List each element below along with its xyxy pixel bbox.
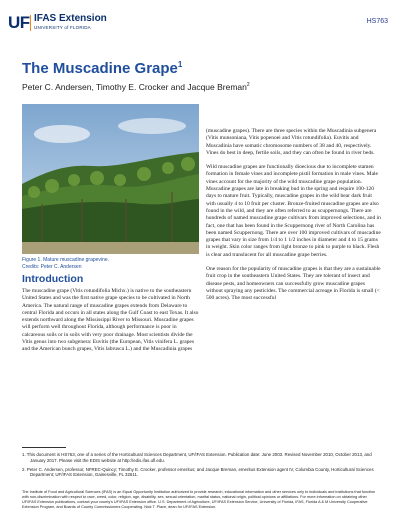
logo-ifas-extension: IFAS Extension: [34, 13, 107, 24]
logo-uf-letters: UF: [8, 13, 30, 32]
right-paragraph-3: One reason for the popularity of muscadine grapes is that they are a sustainable fruit crop in the southeastern United States. They are tolerant of insect and disease pests, and homeowners can successfully grow muscadine grapes without spraying any pesticides. The commercial acreage in Florida is small (< 500 acres). The most successful: [206, 266, 381, 302]
footnotes: [22, 452, 382, 481]
ifas-disclaimer: The Institute of Food and Agricultural Sciences (IFAS) is an Equal Opportunity Institution authorized to provide research, educational information and other services only to individuals and institutions that function with non-discrimination with respect to race, creed, color, religion, age, disability, sex, sexual orientation, marital status, national origin, political opinions or affiliations. For more information on obtaining other UF/IFAS Extension publications, contact your county's UF/IFAS Extension office. U.S. Department of Agriculture, UF/IFAS Extension Service, University of Florida, IFAS, Florida A & M University Cooperative Extension Program, and Boards of County Commissioners Cooperating. Nick T. Place, dean for UF/IFAS Extension.: [22, 490, 376, 509]
page-title: [22, 60, 182, 77]
title-footnote-mark: 1: [177, 60, 183, 69]
figure-caption-title: Figure 1. Mature muscadine grapevine.: [22, 257, 109, 263]
right-paragraph-2: Wild muscadine grapes are functionally dioecious due to incomplete stamen formation in female vines and incomplete pistil formation in male vines. Male vines account for the majority of the wild muscadine grape population. Muscadine grapes are late in breaking bud in the spring and require 100-120 days to mature fruit. Typically, muscadine grapes in the wild bear dark fruit with usually 4 to 10 fruit per cluster. Bronze-fruited muscadine grapes are also found in the wild, and they are often referred to as scuppernongs. There are hundreds of named muscadine grape cultivars from improved selections, and in fact, one that has been found in the Scuppernong river of North Carolina has been named Scuppernong. There are over 100 improved cultivars of muscadine grapes that vary in size from 1/4 to 1 1/2 inches in diameter and 4 to 15 grams in weight. Skin color ranges from light bronze to pink to purple to black. Flesh is clear and translucent for all muscadine grape berries.: [206, 164, 381, 258]
authors-line: [22, 82, 250, 92]
introduction-paragraph: The muscadine grape (Vitis rotundifolia Michx.) is native to the southeastern United States and was the first native grape species to be cultivated in North America. The natural range of muscadine grapes extends from Delaware to central Florida and occurs in all states along the Gulf Coast to east Texas. It also extends northward along the Mississippi River to Missouri. Muscadine grapes will perform well throughout Florida, although performance is poor in calcareous soils or in soils with very poor drainage. Most scientists divide the Vitis genus into two subgenera: Euvitis (the European, Vitis vinifera L. grapes and the American bunch grapes, Vitis labrusca L.) and the Muscadinia grapes: [22, 288, 199, 353]
right-column-body: [206, 128, 381, 310]
footnote-1: 1. This document is HS763, one of a series of the Horticultural Sciences Department, UF/IFAS Extension. Publication date: June 2003. Revised November 2010, October 2013, and January 2017. Please visit the EDIS website at http://edis.ifas.ufl.edu.: [22, 452, 372, 463]
document-number: HS763: [366, 18, 388, 25]
introduction-body: [22, 288, 199, 361]
figure-caption-credit: Credits: Peter C. Andersen: [22, 263, 82, 270]
footnote-divider: [22, 447, 66, 448]
authors-footnote-mark: 2: [246, 82, 250, 89]
logo-university: UNIVERSITY of FLORIDA: [34, 25, 91, 30]
uf-ifas-logo: [8, 13, 118, 35]
grapevine-photo: [22, 104, 199, 254]
introduction-heading: Introduction: [22, 273, 84, 285]
footnote-2: 2. Peter C. Andersen, professor, NFREC-Quincy; Timothy E. Crocker, professor emeritus; and Jacque Breman, emeritus Extension agent IV, Columbia County, Horticultural Sciences Department; UF/IFAS Extension, Gainesville, FL 32611.: [22, 466, 374, 478]
vineyard-illustration: [22, 104, 199, 254]
authors-text: Peter C. Andersen, Timothy E. Crocker and Jacque Breman: [22, 82, 247, 92]
logo-divider: [30, 15, 31, 31]
figure-caption: [22, 257, 199, 270]
title-text: The Muscadine Grape: [22, 60, 178, 77]
right-paragraph-1: (muscadine grapes). There are three species within the Muscadinia subgenera (Vitis munsoniana, Vitis popenoei and Vitis rotundifolia). Euvitis and Muscadinia have somatic chromosome numbers of 38 and 40, respectively. Vines do best in deep, fertile soils, and they can often be found in river beds.: [206, 128, 377, 156]
